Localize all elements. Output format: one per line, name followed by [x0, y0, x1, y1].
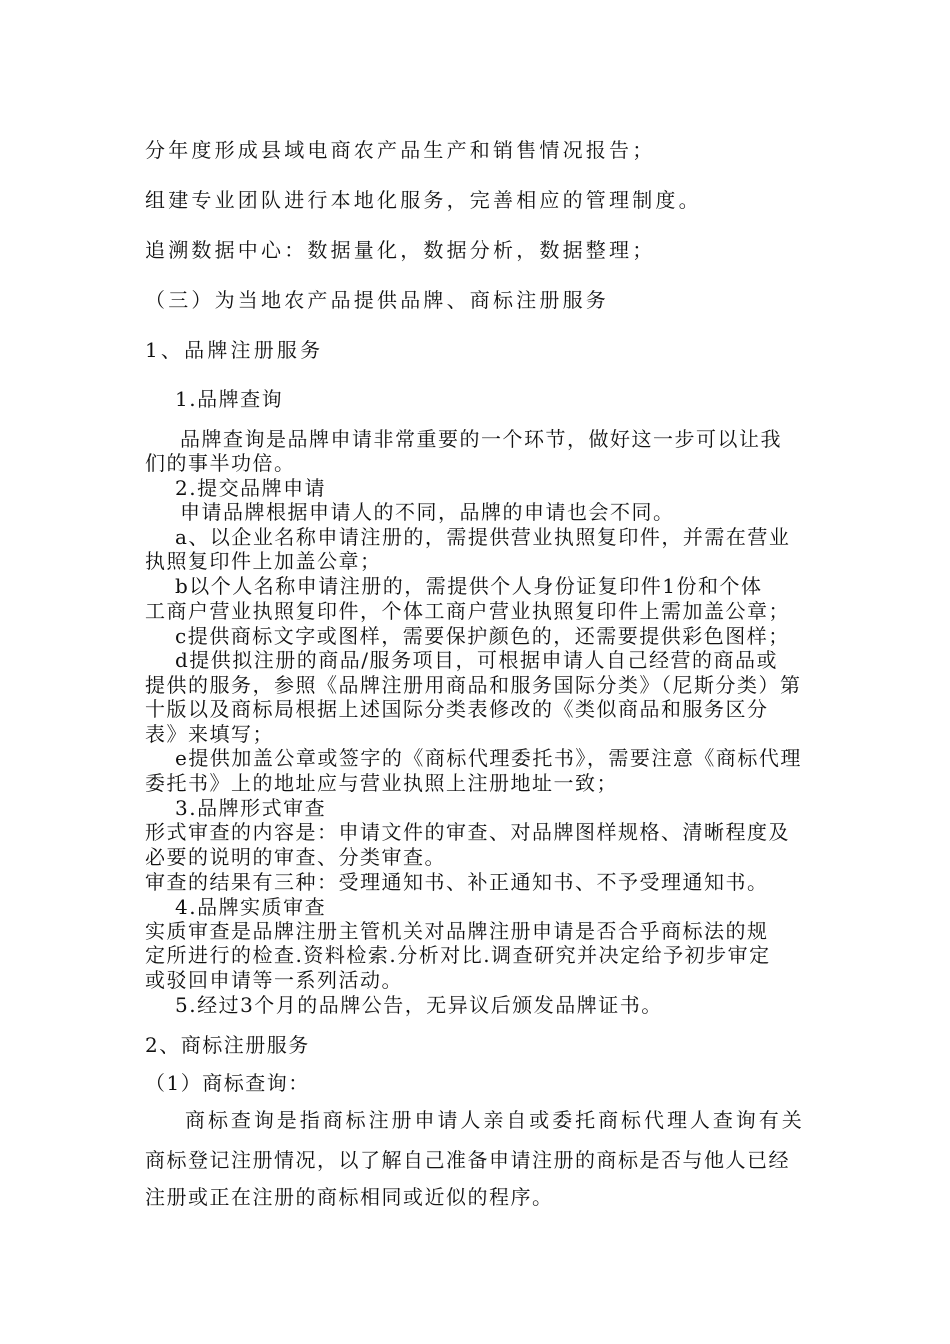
paragraph-line: 十版以及商标局根据上述国际分类表修改的《类似商品和服务区分: [145, 697, 769, 721]
paragraph-line: 审查的结果有三种：受理通知书、补正通知书、不予受理通知书。: [145, 870, 769, 894]
paragraph-line: 商标查询是指商标注册申请人亲自或委托商标代理人查询有关: [185, 1108, 805, 1132]
step-title: 2.提交品牌申请: [175, 476, 327, 500]
section-heading: （三）为当地农产品提供品牌、商标注册服务: [145, 288, 609, 312]
paragraph-line: 工商户营业执照复印件，个体工商户营业执照复印件上需加盖公章；: [145, 599, 790, 623]
paragraph-line: 必要的说明的审查、分类审查。: [145, 845, 446, 869]
paragraph-line: 追溯数据中心：数据量化，数据分析，数据整理；: [145, 238, 656, 262]
paragraph-line: b以个人名称申请注册的，需提供个人身份证复印件1份和个体: [175, 574, 763, 598]
paragraph-line: d提供拟注册的商品/服务项目，可根据申请人自己经营的商品或: [175, 648, 779, 672]
paragraph-line: 或驳回申请等一系列活动。: [145, 968, 403, 992]
step-title: 1.品牌查询: [175, 387, 284, 411]
paragraph-line: 注册或正在注册的商标相同或近似的程序。: [145, 1185, 554, 1209]
subsection-heading: 2、商标注册服务: [145, 1033, 310, 1057]
paragraph-line: 分年度形成县域电商农产品生产和销售情况报告；: [145, 138, 656, 162]
step-title: （1）商标查询：: [145, 1071, 310, 1095]
subsection-heading: 1、品牌注册服务: [145, 338, 324, 362]
paragraph-line: 商标登记注册情况，以了解自己准备申请注册的商标是否与他人已经: [145, 1148, 790, 1172]
paragraph-line: 申请品牌根据申请人的不同，品牌的申请也会不同。: [180, 500, 675, 524]
paragraph-line: 实质审查是品牌注册主管机关对品牌注册申请是否合乎商标法的规: [145, 919, 769, 943]
paragraph-line: 品牌查询是品牌申请非常重要的一个环节，做好这一步可以让我: [180, 427, 782, 451]
paragraph-line: c提供商标文字或图样，需要保护颜色的，还需要提供彩色图样；: [175, 624, 790, 648]
paragraph-line: 们的事半功倍。: [145, 451, 296, 475]
paragraph-line: 定所进行的检查.资料检索.分析对比.调查研究并决定给予初步审定: [145, 943, 771, 967]
paragraph-line: a、以企业名称申请注册的，需提供营业执照复印件，并需在营业: [175, 525, 791, 549]
paragraph-line: e提供加盖公章或签字的《商标代理委托书》，需要注意《商标代理: [175, 746, 802, 770]
paragraph-line: 委托书》上的地址应与营业执照上注册地址一致；: [145, 771, 618, 795]
paragraph-line: 提供的服务，参照《品牌注册用商品和服务国际分类》（尼斯分类）第: [145, 673, 802, 697]
paragraph-line: 组建专业团队进行本地化服务，完善相应的管理制度。: [145, 188, 702, 212]
step-title: 5.经过3个月的品牌公告，无异议后颁发品牌证书。: [175, 993, 663, 1017]
step-title: 4.品牌实质审查: [175, 895, 327, 919]
paragraph-line: 形式审查的内容是：申请文件的审查、对品牌图样规格、清晰程度及: [145, 820, 790, 844]
step-title: 3.品牌形式审查: [175, 796, 327, 820]
paragraph-line: 执照复印件上加盖公章；: [145, 549, 382, 573]
paragraph-line: 表》来填写；: [145, 722, 274, 746]
